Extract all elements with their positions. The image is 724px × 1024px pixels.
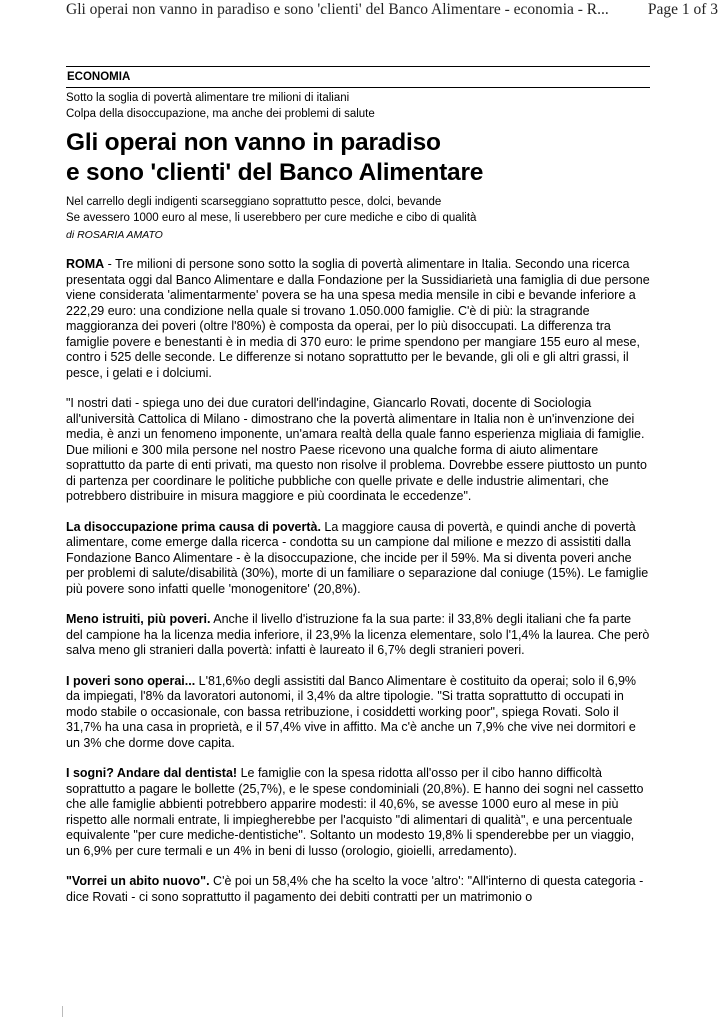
headline-line: e sono 'clienti' del Banco Alimentare xyxy=(66,159,484,186)
paragraph-lead: I sogni? Andare dal dentista! xyxy=(66,766,238,780)
paragraph-lead: ROMA xyxy=(66,257,105,271)
print-header-title: Gli operai non vanno in paradiso e sono 'clienti' del Banco Alimentare - economia - R... xyxy=(66,1,609,18)
article-container xyxy=(66,66,650,920)
subtitle-line: Se avessero 1000 euro al mese, li userebbero per cure mediche e cibo di qualità xyxy=(66,212,477,224)
article-paragraph xyxy=(66,874,650,905)
article-paragraph xyxy=(66,520,650,598)
paragraph-text: Anche il livello d'istruzione fa la sua parte: il 33,8% degli italiani che fa parte del campione ha la licenza media inferiore, il 23,9% la licenza elementare, solo l'1,4% la laurea. Che però salva meno gli stranieri dalla povertà: infatti è laureato il 6,7% degli stranieri poveri. xyxy=(66,612,650,657)
headline xyxy=(66,128,650,188)
subtitle-block xyxy=(66,194,650,226)
kicker-line: Colpa della disoccupazione, ma anche dei problemi di salute xyxy=(66,108,375,120)
page-edge-mark xyxy=(62,1006,66,1017)
article-paragraph xyxy=(66,257,650,381)
paragraph-text: La maggiore causa di povertà, e quindi anche di povertà alimentare, come emerge dalla ricerca - condotta su un campione dal milione e mezzo di assistiti dalla Fondazione Banco Alimentare - è la disoccupazione, che incide per il 59%. Ma si diventa poveri anche per problemi di salute/disabilità (30%), morte di un familiare o separazione dal coniuge (15%). Le famiglie più povere sono infatti quelle 'monogenitore' (20,8%). xyxy=(66,519,649,596)
page-number: Page 1 of 3 xyxy=(647,1,718,18)
byline: di ROSARIA AMATO xyxy=(66,229,163,241)
paragraph-text: L'81,6%o degli assistiti dal Banco Alimentare è costituito da operai; solo il 6,9% da impiegati, l'8% da lavoratori autonomi, il 3,4% da altre tipologie. "Si tratta soprattutto di occupati in modo stabile o occasionale, con bassa retribuzione, i cosiddetti working poor", spiega Rovati. Solo il 31,7% ha una casa in proprietà, e il 57,4% vive in affitto. Ma c'è anche un 7,9% che vive nei dormitori e un 3% che dorme dove capita. xyxy=(66,673,637,750)
paragraph-lead: La disoccupazione prima causa di povertà. xyxy=(66,519,321,534)
section-label: ECONOMIA xyxy=(67,71,131,83)
article-paragraph xyxy=(66,396,650,505)
paragraph-text: Le famiglie con la spesa ridotta all'osso per il cibo hanno difficoltà soprattutto a pagare le bollette (25,7%), e le spese condominiali (20,8%). E hanno dei sogni nel cassetto che alle famiglie abbienti potrebbero apparire modesti: il 40,6%, se avesse 1000 euro al mese in più rispetto alle normali entrate, li impiegherebbe per l'acquisto "di alimentari di qualità", e una percentuale equivalente "per cure mediche-dentistiche". Soltanto un modesto 19,8% li spenderebbe per un viaggio, un 6,9% per cure termali e un 4% in beni di lusso (orologio, gioielli, arredamento). xyxy=(66,766,644,858)
paragraph-lead: "Vorrei un abito nuovo". xyxy=(66,874,210,888)
paragraph-text: "I nostri dati - spiega uno dei due curatori dell'indagine, Giancarlo Rovati, docente di Sociologia all'università Cattolica di Milano - dimostrano che la povertà alimentare in Italia non è un'invenzione dei media, è anzi un fenomeno imponente, un'amara realtà della quale fanno esperienza migliaia di famiglie. Due milioni e 300 mila persone nel nostro Paese ricevono una qualche forma di aiuto alimentare soprattutto da parte di enti privati, ma questo non risolve il problema. Dovrebbe essere piuttosto un punto di partenza per coordinare le politiche pubbliche con quelle private e delle industrie alimentari, che potrebbero distribuire in misura maggiore e più coordinata le eccedenze". xyxy=(66,396,647,503)
kicker-block xyxy=(66,90,650,122)
paragraph-text: C'è poi un 58,4% che ha scelto la voce 'altro': "All'interno di questa categoria - dice Rovati - ci sono soprattutto il pagamento dei debiti contratti per un matrimonio o xyxy=(66,874,644,904)
article-paragraph xyxy=(66,766,650,859)
subtitle-line: Nel carrello degli indigenti scarseggiano soprattutto pesce, dolci, bevande xyxy=(66,196,442,208)
article-body xyxy=(66,257,650,905)
paragraph-lead: I poveri sono operai... xyxy=(66,673,196,688)
article-paragraph xyxy=(66,674,650,752)
paragraph-text: - Tre milioni di persone sono sotto la soglia di povertà alimentare in Italia. Secondo una ricerca presentata oggi dal Banco Alimentare e dalla Fondazione per la Sussidiarietà una famiglia di due persone viene considerata 'alimentarmente' povera se ha una spesa media mensile in cibi e bevande inferiore a 222,29 euro: una condizione nella quale si trovano 1.050.000 famiglie. C'è di più: la stragrande maggioranza dei poveri (oltre l'80%) è composta da operai, per lo più disoccupati. La differenza tra famiglie povere e benestanti è in media di 370 euro: le prime spendono per mangiare 155 euro al mese, contro i 525 delle seconde. Le differenze si notano soprattutto per le bevande, gli oli e gli altri grassi, il pesce, i gelati e i dolciumi. xyxy=(66,257,650,380)
print-header xyxy=(0,0,724,22)
headline-line: Gli operai non vanno in paradiso xyxy=(66,129,441,156)
section-rule xyxy=(66,87,650,88)
paragraph-lead: Meno istruiti, più poveri. xyxy=(66,612,211,626)
article-paragraph xyxy=(66,612,650,659)
kicker-line: Sotto la soglia di povertà alimentare tre milioni di italiani xyxy=(66,92,350,104)
